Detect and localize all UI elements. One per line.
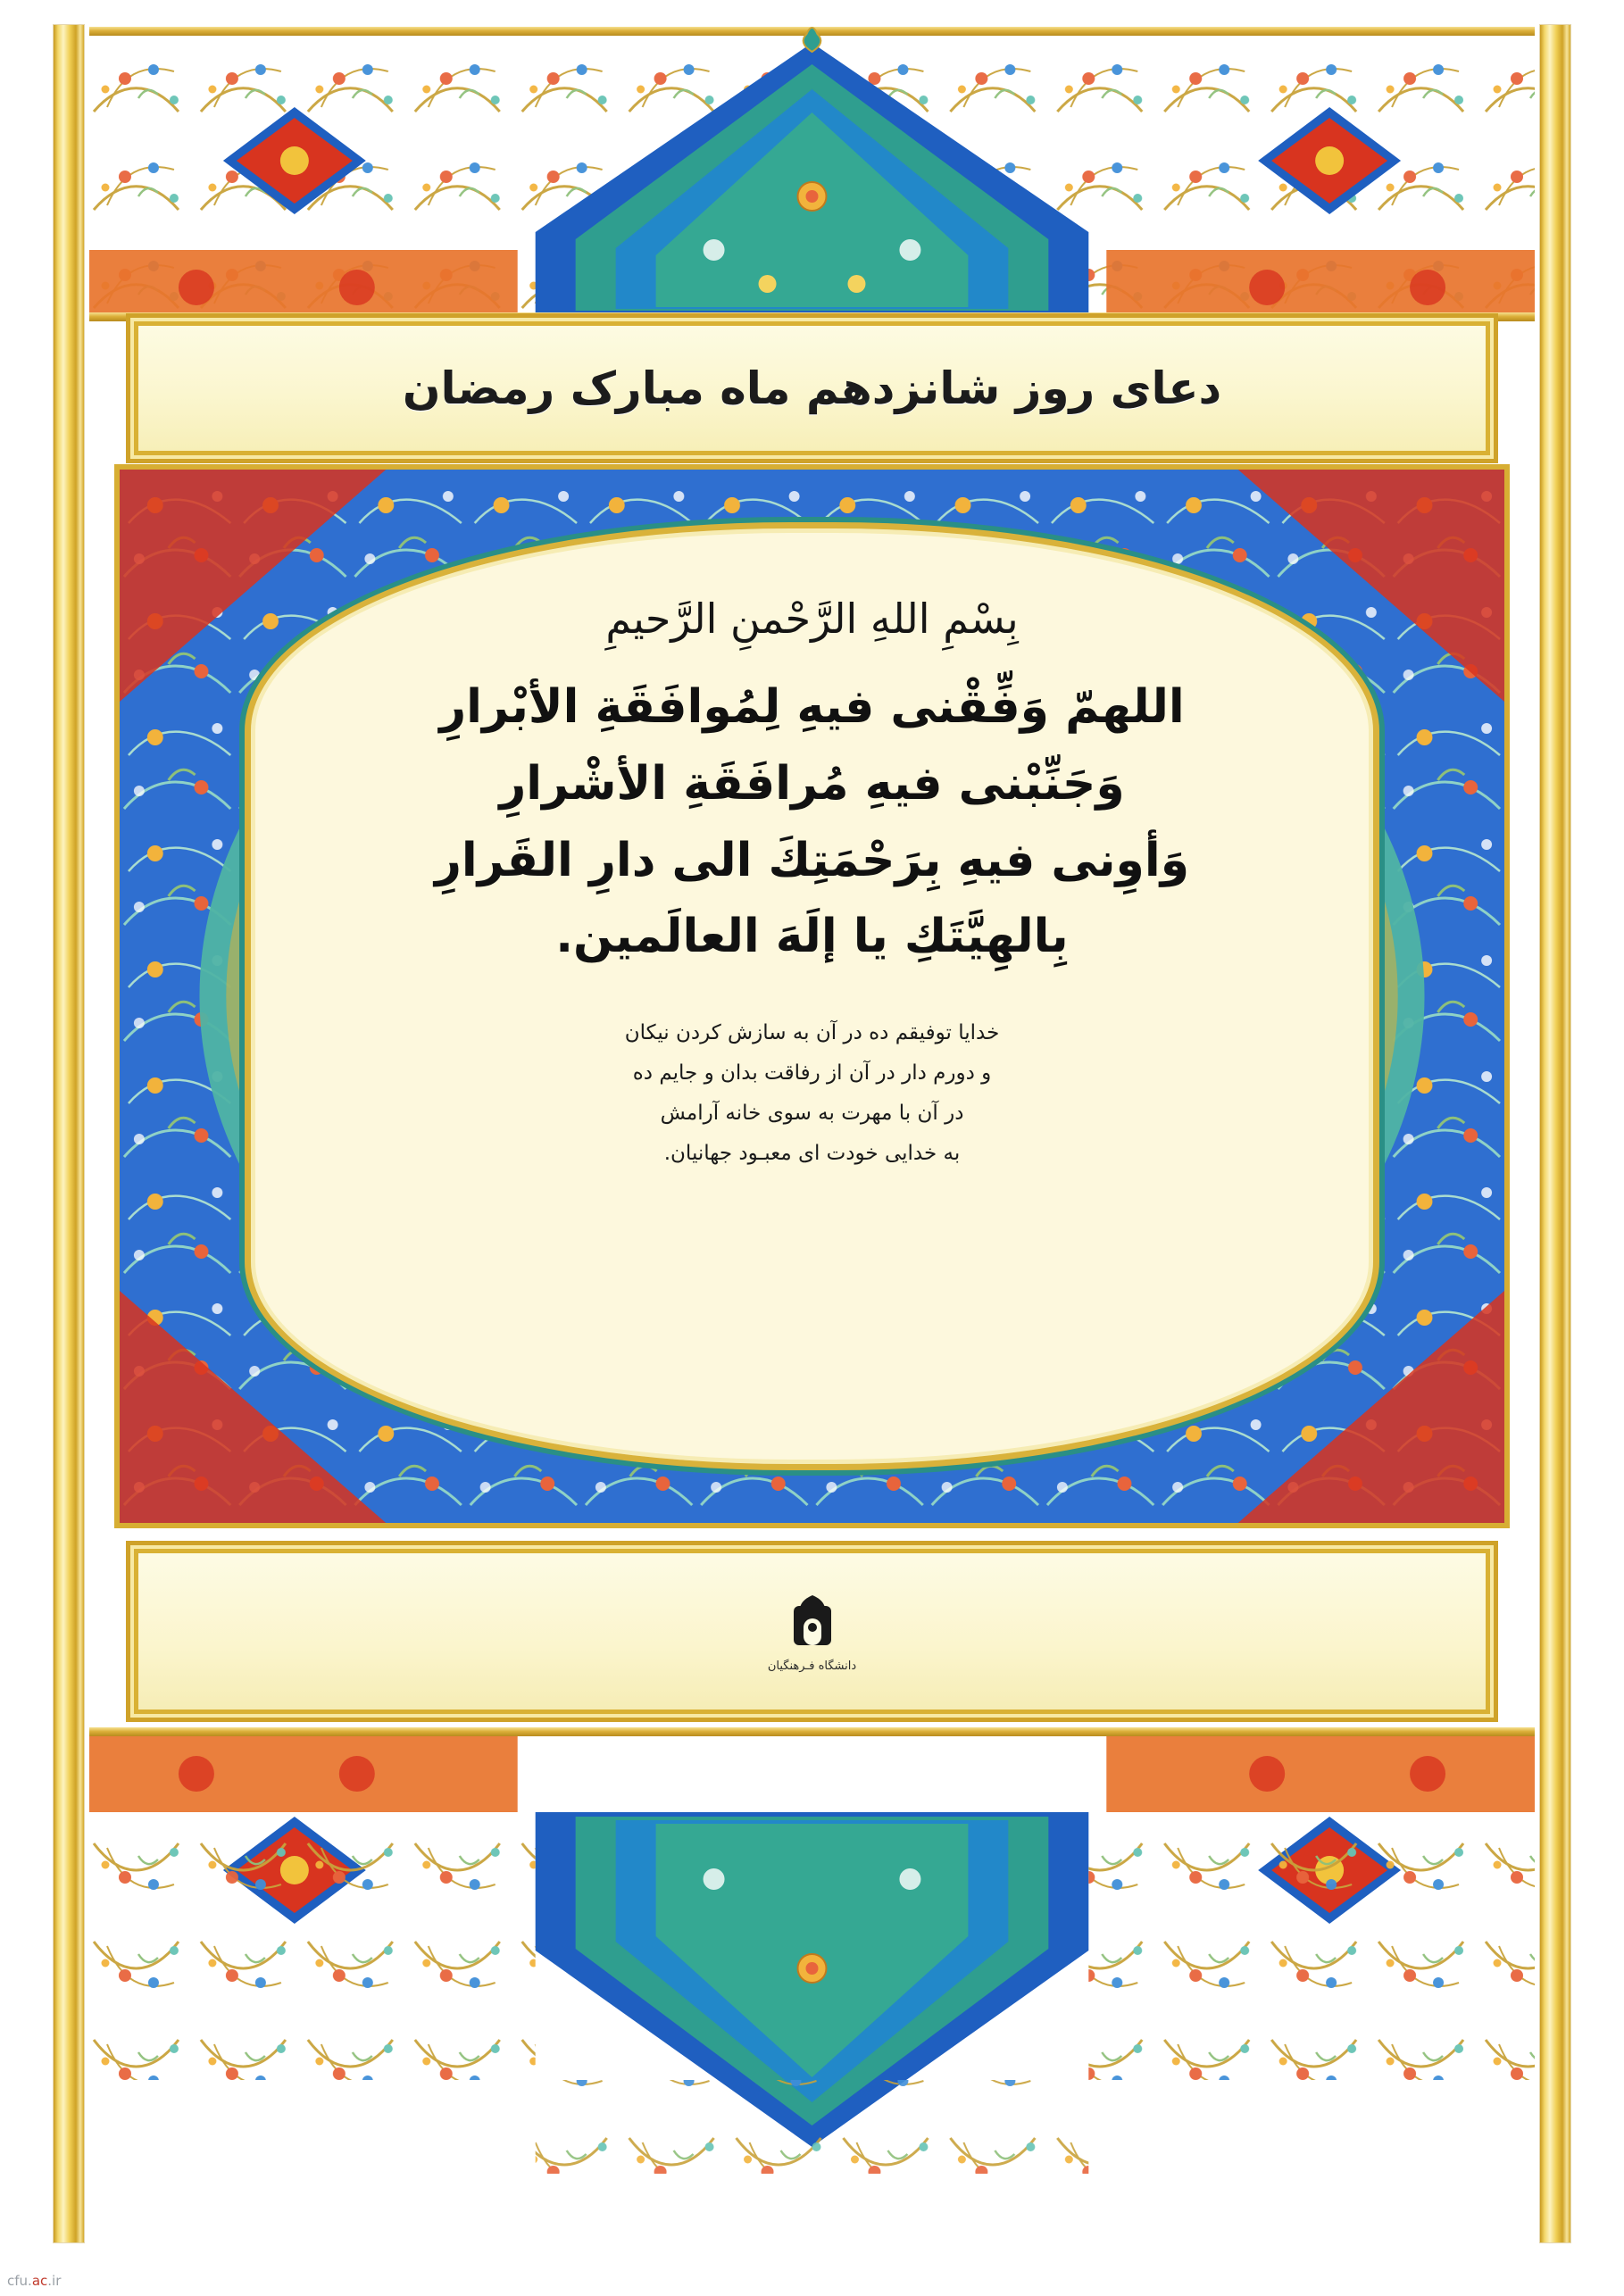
logo-caption: دانشگاه فـرهنگیان [767, 1660, 857, 1673]
organization-logo [768, 1590, 856, 1673]
title-cartouche [134, 321, 1490, 455]
translation-line: و دورم دار در آن از رفاقت بدان و جایم ده [632, 1061, 992, 1086]
footer-cartouche [134, 1549, 1490, 1714]
university-emblem-icon [779, 1590, 845, 1656]
arabic-line: وَجَنِّبْنى فيهِ مُرافَقَةِ الأشْرارِ [499, 756, 1125, 811]
watermark-prefix: cfu. [7, 2273, 32, 2289]
bottom-ornament-art [89, 1727, 1535, 2174]
translation-line: به خدایی خودت ای معبـود جهانیان. [663, 1141, 961, 1165]
persian-translation [625, 1013, 1000, 1173]
main-illuminated-panel [114, 464, 1510, 1528]
university-emblem-art [779, 1590, 845, 1656]
watermark-suffix: .ir [47, 2273, 62, 2289]
right-border-rule [1540, 25, 1570, 2242]
top-ornament-band [89, 27, 1535, 321]
dua-text-field [245, 522, 1380, 1470]
site-watermark [7, 2273, 61, 2289]
translation-line: در آن با مهرت به سوی خانه آرامش [660, 1101, 964, 1125]
arabic-line: اللهمّ وَفِّقْنى فيهِ لِمُوافَقَةِ الأبْرارِ [439, 680, 1185, 734]
arabic-line: وَأوِنى فيهِ بِرَحْمَتِكَ الى دارِ القَرارِ [434, 833, 1190, 887]
arabic-dua-lines [313, 670, 1312, 976]
page-title: دعای روز شانزدهم ماه مبارک رمضان [402, 362, 1222, 414]
top-ornament-art [89, 27, 1535, 321]
translation-line: خدایا توفیقم ده در آن به سازش کردن نیکان [624, 1021, 1000, 1045]
arabic-line: بِالهِيَّتَكِ يا إلَهَ العالَمين. [555, 910, 1069, 964]
bottom-ornament-band [89, 1727, 1535, 2174]
left-border-rule [54, 25, 84, 2242]
basmala-text: بِسْمِ اللهِ الرَّحْمنِ الرَّحيمِ [605, 595, 1019, 643]
watermark-highlight: ac [31, 2273, 48, 2289]
